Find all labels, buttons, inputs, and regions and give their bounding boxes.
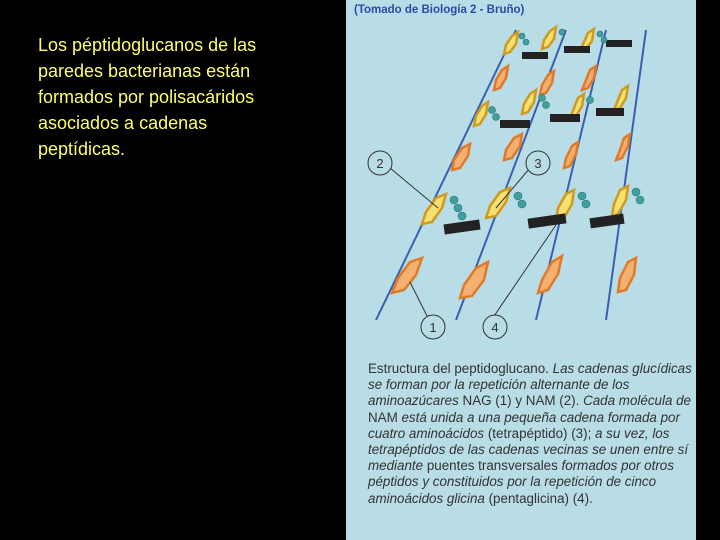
label-4: 4 [491,320,499,335]
caption-part: Las cadenas glucídicas se forman por la repetición alternante de los aminoazúcares [368,361,692,409]
caption-part: a su vez, los tetrapéptidos de las cadenas vecinas se unen entre sí mediante [368,425,689,474]
nag-rings [392,66,636,298]
label-3: 3 [534,156,542,171]
glycan-chains [376,30,646,320]
caption-part: Cada molécula de [579,393,691,409]
figure-panel [346,0,696,540]
caption-part: (tetrapéptido) (3); [487,425,592,441]
caption-part: está unida a una pequeña cadena formada por cuatro aminoácidos [368,409,680,441]
peptidoglycan-diagram [346,0,696,350]
caption-part: puentes transversales [426,458,558,474]
caption-title: Estructura del peptidoglucano. [368,361,549,376]
figure-source: (Tomado de Biología 2 - Bruño) [354,4,525,16]
figure-caption [368,361,692,507]
callout-lines [390,168,558,322]
caption-part: formados por otros péptidos y constituidos por la repetición de cinco aminoácidos glicina [368,458,674,506]
tetrapeptide-blocks [443,40,632,234]
caption-part: (pentaglicina) (4). [488,490,593,506]
label-2: 2 [376,156,384,171]
label-1: 1 [429,320,437,335]
caption-part: NAM [368,409,398,425]
intro-text: Los péptidoglucanos de las paredes bacterianas están formados por polisacáridos asociados a cadenas peptídicas. [38,35,257,159]
caption-part: NAG (1) y NAM (2). [462,393,580,409]
